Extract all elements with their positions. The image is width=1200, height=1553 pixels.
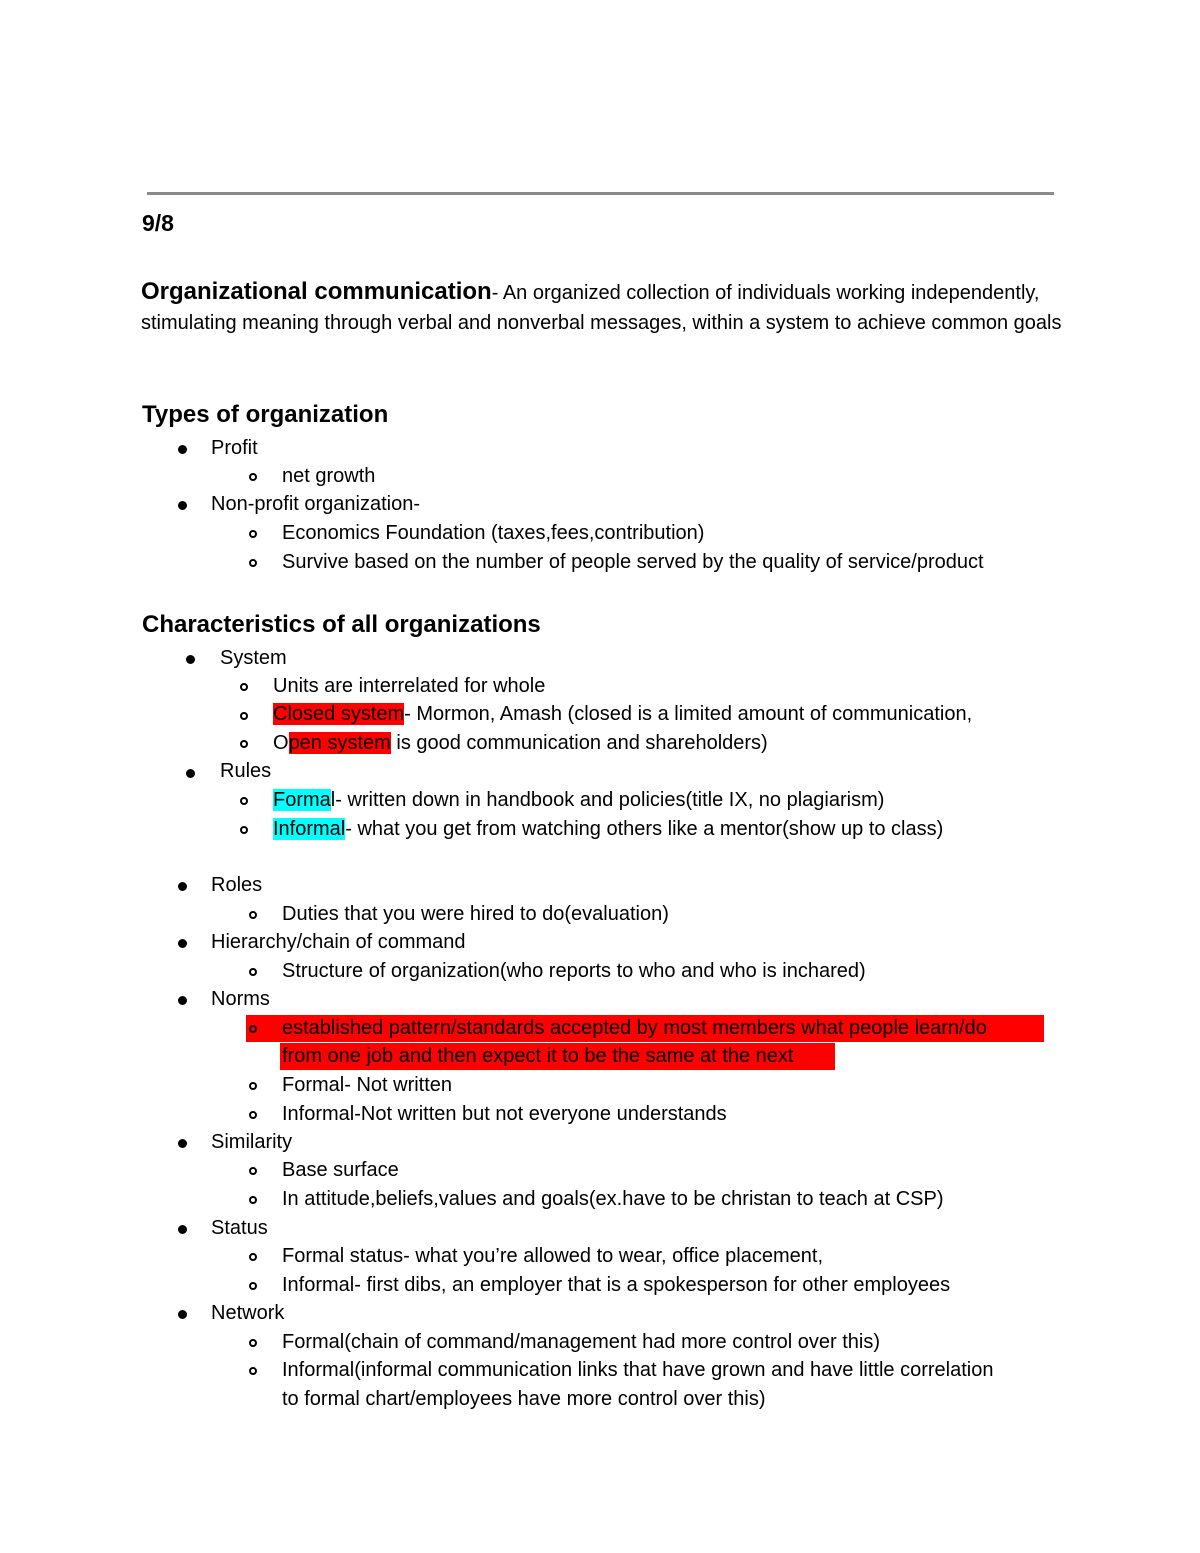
list-item: Hierarchy/chain of command xyxy=(211,931,466,953)
list-item-text: - Mormon, Amash (closed is a limited amount of communication, xyxy=(404,703,973,725)
bullet-circle-icon xyxy=(240,683,248,691)
bullet-disc-icon xyxy=(186,655,195,664)
list-item: Non-profit organization- xyxy=(211,493,420,515)
list-item xyxy=(273,701,972,727)
horizontal-rule xyxy=(147,192,1054,195)
list-item: Informal- first dibs, an employer that is a spokesperson for other employees xyxy=(282,1274,951,1296)
bullet-circle-icon xyxy=(249,911,257,919)
definition-term: Organizational communication xyxy=(141,278,492,305)
list-item xyxy=(273,816,943,842)
list-item: In attitude,beliefs,values and goals(ex.have to be christan to teach at CSP) xyxy=(282,1188,944,1210)
list-item: Roles xyxy=(211,874,263,896)
bullet-circle-icon xyxy=(249,1167,257,1175)
bullet-circle-icon xyxy=(249,559,257,567)
list-item: Units are interrelated for whole xyxy=(273,675,546,697)
list-item: Profit xyxy=(211,437,258,459)
list-item: Survive based on the number of people served by the quality of service/product xyxy=(282,551,984,573)
list-item: Structure of organization(who reports to who and who is inchared) xyxy=(282,960,866,982)
list-item-text: O xyxy=(273,732,289,754)
bullet-disc-icon xyxy=(178,996,187,1005)
bullet-circle-icon xyxy=(249,968,257,976)
bullet-circle-icon xyxy=(240,826,248,834)
bullet-disc-icon xyxy=(178,1139,187,1148)
bullet-disc-icon xyxy=(178,445,187,454)
list-item: Formal- Not written xyxy=(282,1074,453,1096)
bullet-circle-icon xyxy=(240,740,248,748)
bullet-circle-icon xyxy=(240,712,248,720)
date-heading: 9/8 xyxy=(142,210,174,236)
bullet-circle-icon xyxy=(249,1025,257,1033)
definition-text: - An organized collection of individuals working independently, stimulating meaning through verbal and nonverbal messages, within a system to achieve common goals xyxy=(141,282,1062,334)
list-item: System xyxy=(220,647,287,669)
list-item-continuation: to formal chart/employees have more control over this) xyxy=(282,1388,766,1410)
list-item-text: - what you get from watching others like a mentor(show up to class) xyxy=(345,818,944,840)
bullet-disc-icon xyxy=(178,1310,187,1319)
list-item: Duties that you were hired to do(evaluation) xyxy=(282,903,669,925)
list-item: Norms xyxy=(211,988,270,1010)
bullet-circle-icon xyxy=(249,1282,257,1290)
list-item: Formal(chain of command/management had more control over this) xyxy=(282,1331,881,1353)
list-item: Similarity xyxy=(211,1131,293,1153)
list-item xyxy=(273,730,768,756)
list-item: Rules xyxy=(220,760,272,782)
bullet-disc-icon xyxy=(178,1225,187,1234)
list-item: Informal-Not written but not everyone understands xyxy=(282,1103,727,1125)
bullet-circle-icon xyxy=(249,1111,257,1119)
list-item: Economics Foundation (taxes,fees,contribution) xyxy=(282,522,705,544)
bullet-disc-icon xyxy=(186,769,195,778)
highlight-closed-system: Closed system xyxy=(273,703,405,725)
list-item-text: is good communication and shareholders) xyxy=(390,732,768,754)
list-item: Base surface xyxy=(282,1159,399,1181)
bullet-circle-icon xyxy=(249,530,257,538)
section-heading-types: Types of organization xyxy=(142,401,389,428)
list-item: net growth xyxy=(282,465,376,487)
bullet-circle-icon xyxy=(249,1082,257,1090)
highlight-informal: Informal xyxy=(273,818,346,840)
list-item-continuation: from one job and then expect it to be the same at the next xyxy=(282,1045,794,1067)
highlight-formal: Forma xyxy=(273,789,331,811)
bullet-circle-icon xyxy=(240,797,248,805)
bullet-circle-icon xyxy=(249,1253,257,1261)
list-item: established pattern/standards accepted by most members what people learn/do xyxy=(282,1017,987,1039)
section-heading-characteristics: Characteristics of all organizations xyxy=(142,611,541,638)
bullet-disc-icon xyxy=(178,882,187,891)
list-item-text: l- written down in handbook and policies(title IX, no plagiarism) xyxy=(330,789,885,811)
bullet-circle-icon xyxy=(249,1339,257,1347)
list-item: Formal status- what you’re allowed to wear, office placement, xyxy=(282,1245,823,1267)
list-item: Network xyxy=(211,1302,285,1324)
list-item: Status xyxy=(211,1217,268,1239)
bullet-disc-icon xyxy=(178,939,187,948)
list-item: Informal(informal communication links that have grown and have little correlation xyxy=(282,1359,994,1381)
bullet-circle-icon xyxy=(249,1367,257,1375)
highlight-open-system: pen system xyxy=(288,732,391,754)
bullet-circle-icon xyxy=(249,1196,257,1204)
bullet-disc-icon xyxy=(178,501,187,510)
bullet-circle-icon xyxy=(249,473,257,481)
definition-paragraph xyxy=(141,277,1071,338)
list-item xyxy=(273,787,884,813)
